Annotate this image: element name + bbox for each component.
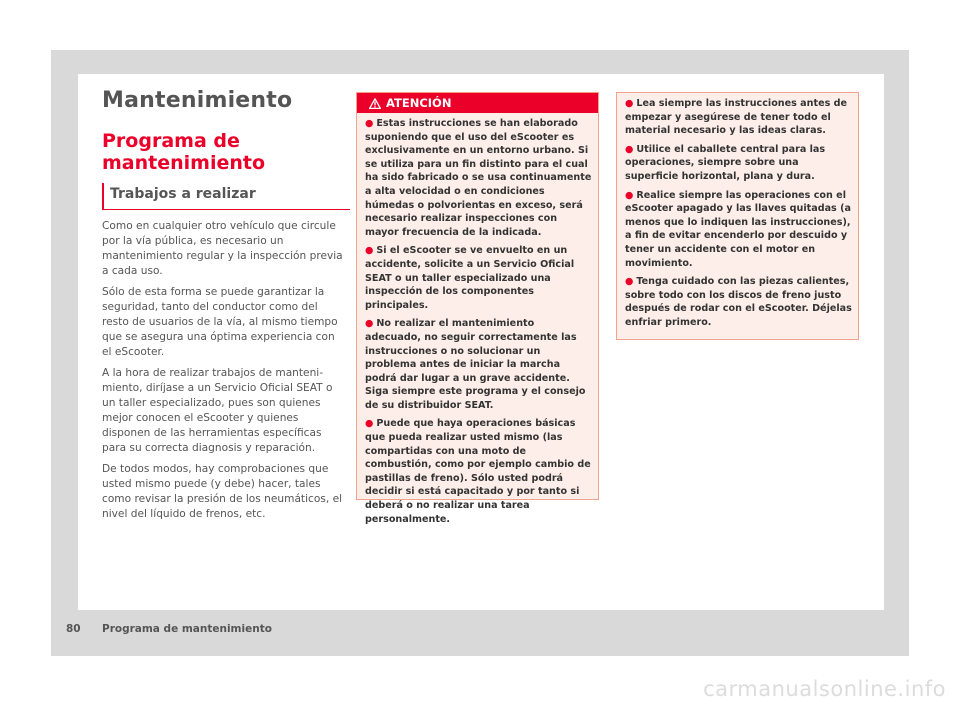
warning-item: ● Lea siempre las instrucciones antes de empezar y asegúrese de tener todo el material necesario y las ideas claras.: [625, 98, 848, 137]
warning-item: ● Tenga cuidado con las piezas calientes, sobre todo con los discos de freno justo después de rodar con el eScooter. Déjelas enfriar primero.: [625, 276, 852, 328]
warning-title: ATENCIÓN: [386, 96, 452, 110]
warning-item: ● Si el eScooter se ve envuelto en un accidente, solicite a un Servicio Oficial SEAT o un taller especializado una inspección de los componentes principales.: [365, 245, 575, 311]
chapter-title: Mantenimiento: [102, 88, 293, 113]
warning-item: ● Realice siempre las operaciones con el eScooter apagado y las llaves quitadas (a menos que lo indiquen las instrucciones), a fin de evitar encenderlo por descuido y tener un accidente con el motor en movimiento.: [625, 189, 851, 269]
bullet-icon: ●: [365, 245, 374, 257]
bullet-icon: ●: [365, 318, 374, 330]
warning-item: ● Estas instrucciones se han elaborado suponiendo que el uso del eScooter es exclusivamente en un entorno urbano. Si se utiliza para un fin distinto para el cual ha sido fabricado o se usa continuamente a alta velocidad o en condiciones húmedas o polvorientas en exceso, será necesario realizar inspecciones con mayor frecuencia de la indicada.: [365, 118, 592, 238]
paragraph: De todos modos, hay comprobaciones que usted mismo puede (y debe) hacer, tales como revisar la presión de los neumáticos, el nivel del líquido de frenos, etc.: [102, 463, 343, 520]
warning-header: [357, 93, 598, 113]
warning-triangle-icon: [369, 98, 381, 109]
paragraph: Como en cualquier otro vehículo que circule por la vía pública, es necesario un mantenimiento regular y la inspección previa a cada uso.: [102, 220, 343, 277]
warning-box: [356, 92, 599, 525]
paragraph: A la hora de realizar trabajos de mantenimiento, diríjase a un Servicio Oficial SEAT o un taller especializado, pues son quienes mejor conocen el eScooter y quienes disponen de las herramientas específicas para su correcta diagnosis y reparación.: [102, 367, 333, 454]
page-number: 80: [66, 623, 81, 635]
warning-box-continued: [616, 92, 859, 340]
bullet-icon: ●: [625, 189, 634, 201]
section-title: Programa de mantenimiento: [102, 130, 266, 174]
running-title: Programa de mantenimiento: [102, 623, 272, 635]
warning-item: ● No realizar el mantenimiento adecuado, no seguir correctamente las instrucciones o no solucionar un problema antes de iniciar la marcha podrá dar lugar a un grave accidente. Siga siempre este programa y el consejo de su distribuidor SEAT.: [365, 318, 586, 411]
subsection-title: Trabajos a realizar: [102, 183, 350, 210]
warning-item: ● Utilice el caballete central para las operaciones, siempre sobre una superficie horizontal, plana y dura.: [625, 143, 826, 182]
bullet-icon: ●: [365, 418, 374, 430]
bullet-icon: ●: [625, 98, 634, 109]
paragraph: Sólo de esta forma se puede garantizar la seguridad, tanto del conductor como del resto de usuarios de la vía, al mismo tiempo que se asegura una óptima experiencia con el eScooter.: [102, 286, 338, 358]
warning-item: ● Puede que haya operaciones básicas que pueda realizar usted mismo (las compartidas con una moto de combustión, como por ejemplo cambio de pastillas de freno). Sólo usted podrá decidir si está capacitado y por tanto si deberá o no realizar una tarea personalmente.: [365, 418, 591, 525]
bullet-icon: ●: [365, 118, 374, 129]
body-text: [102, 219, 345, 528]
bullet-icon: ●: [625, 143, 634, 155]
watermark: carmanualsonline.info: [703, 677, 946, 701]
bullet-icon: ●: [625, 276, 634, 288]
warning-items: [357, 113, 598, 526]
